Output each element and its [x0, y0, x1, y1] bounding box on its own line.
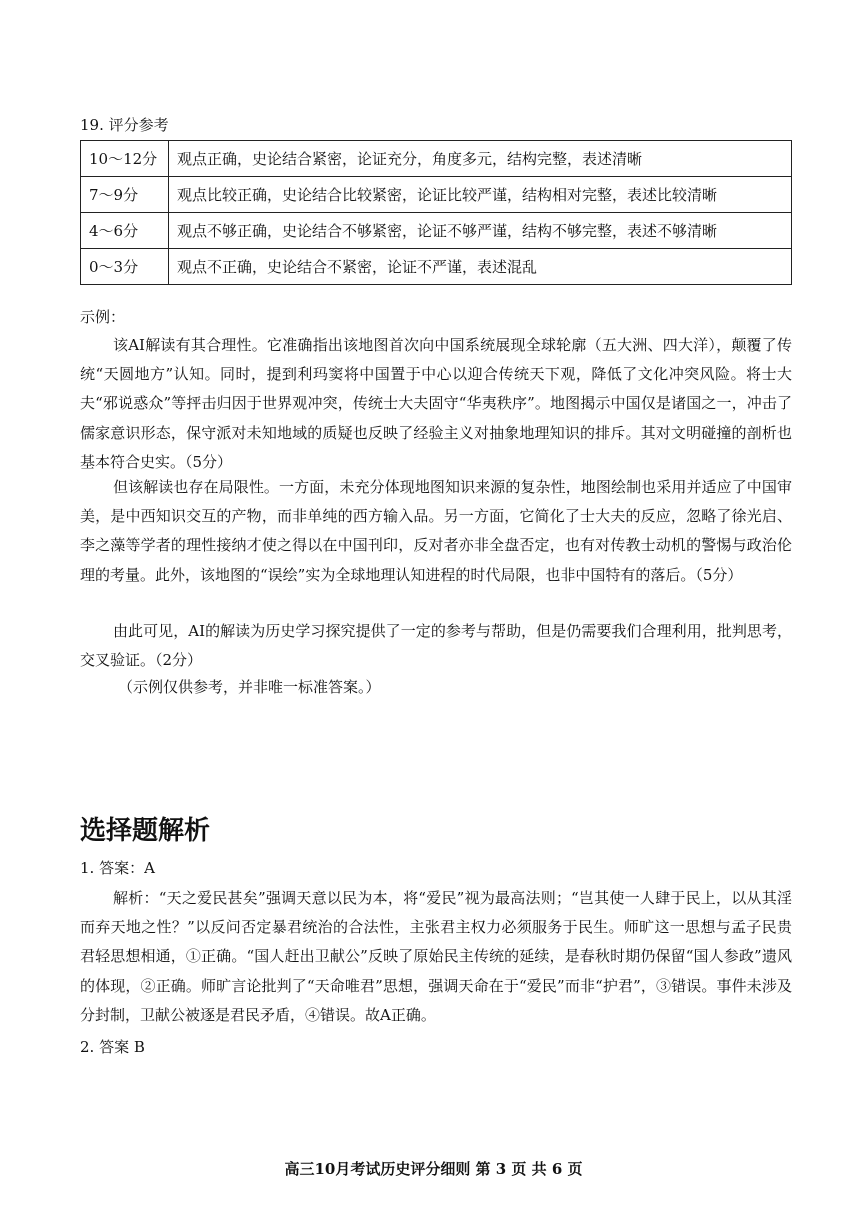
question-2-answer: 2. 答案 B	[80, 1038, 145, 1056]
example-paragraph-3: 由此可见，AI的解读为历史学习探究提供了一定的参考与帮助，但是仍需要我们合理利用，批判思考，交叉验证。（2分）	[80, 622, 792, 670]
score-range: 10～12分	[81, 141, 169, 177]
example-paragraph-1: 该AI解读有其合理性。它准确指出该地图首次向中国系统展现全球轮廓（五大洲、四大洋），颠覆了传统“天圆地方”认知。同时，提到利玛窦将中国置于中心以迎合传统天下观，降低了文化冲突风险。将士大夫“邪说惑众”等抨击归因于世界观冲突，传统士大夫固守“华夷秩序”。地图揭示中国仅是诸国之一，冲击了儒家意识形态，保守派对未知地域的质疑也反映了经验主义对抽象地理知识的排斥。其对文明碰撞的剖析也基本符合史实。（5分）	[80, 336, 792, 471]
table-row	[81, 177, 792, 213]
page-footer: 高三10月考试历史评分细则 第 3 页 共 6 页	[284, 1160, 583, 1178]
section-heading: 选择题解析	[80, 816, 211, 846]
table-row	[81, 141, 792, 177]
question-19-title: 19. 评分参考	[80, 116, 169, 134]
score-range: 0～3分	[81, 249, 169, 285]
score-criteria: 观点正确，史论结合紧密，论证充分，角度多元，结构完整，表述清晰	[169, 141, 792, 177]
scoring-rubric-table	[80, 140, 792, 285]
score-criteria: 观点不正确，史论结合不紧密，论证不严谨，表述混乱	[169, 249, 792, 285]
score-criteria: 观点不够正确，史论结合不够紧密，论证不够严谨，结构不够完整，表述不够清晰	[169, 213, 792, 249]
table-row	[81, 213, 792, 249]
score-range: 7～9分	[81, 177, 169, 213]
question-1-analysis: 解析：“天之爱民甚矣”强调天意以民为本，将“爱民”视为最高法则；“岂其使一人肆于民上，以从其淫而弃天地之性？”以反问否定暴君统治的合法性，主张君主权力必须服务于民生。师旷这一思想与孟子民贵君轻思想相通，①正确。“国人赶出卫献公”反映了原始民主传统的延续，是春秋时期仍保留“国人参政”遗风的体现，②正确。师旷言论批判了“天命唯君”思想，强调天命在于“爱民”而非“护君”，③错误。事件未涉及分封制，卫献公被逐是君民矛盾，④错误。故A正确。	[80, 889, 792, 1024]
example-paragraph-2: 但该解读也存在局限性。一方面，未充分体现地图知识来源的复杂性，地图绘制也采用并适应了中国审美，是中西知识交互的产物，而非单纯的西方输入品。另一方面，它简化了士大夫的反应，忽略了徐光启、李之藻等学者的理性接纳才使之得以在中国刊印，反对者亦非全盘否定，也有对传教士动机的警惕与政治伦理的考量。此外，该地图的“误绘”实为全球地理认知进程的时代局限，也非中国特有的落后。（5分）	[80, 478, 792, 584]
question-1-answer: 1. 答案：A	[80, 859, 155, 877]
score-criteria: 观点比较正确，史论结合比较紧密，论证比较严谨，结构相对完整，表述比较清晰	[169, 177, 792, 213]
example-label: 示例：	[80, 308, 126, 326]
example-note: （示例仅供参考，并非唯一标准答案。）	[118, 678, 381, 696]
table-row	[81, 249, 792, 285]
score-range: 4～6分	[81, 213, 169, 249]
